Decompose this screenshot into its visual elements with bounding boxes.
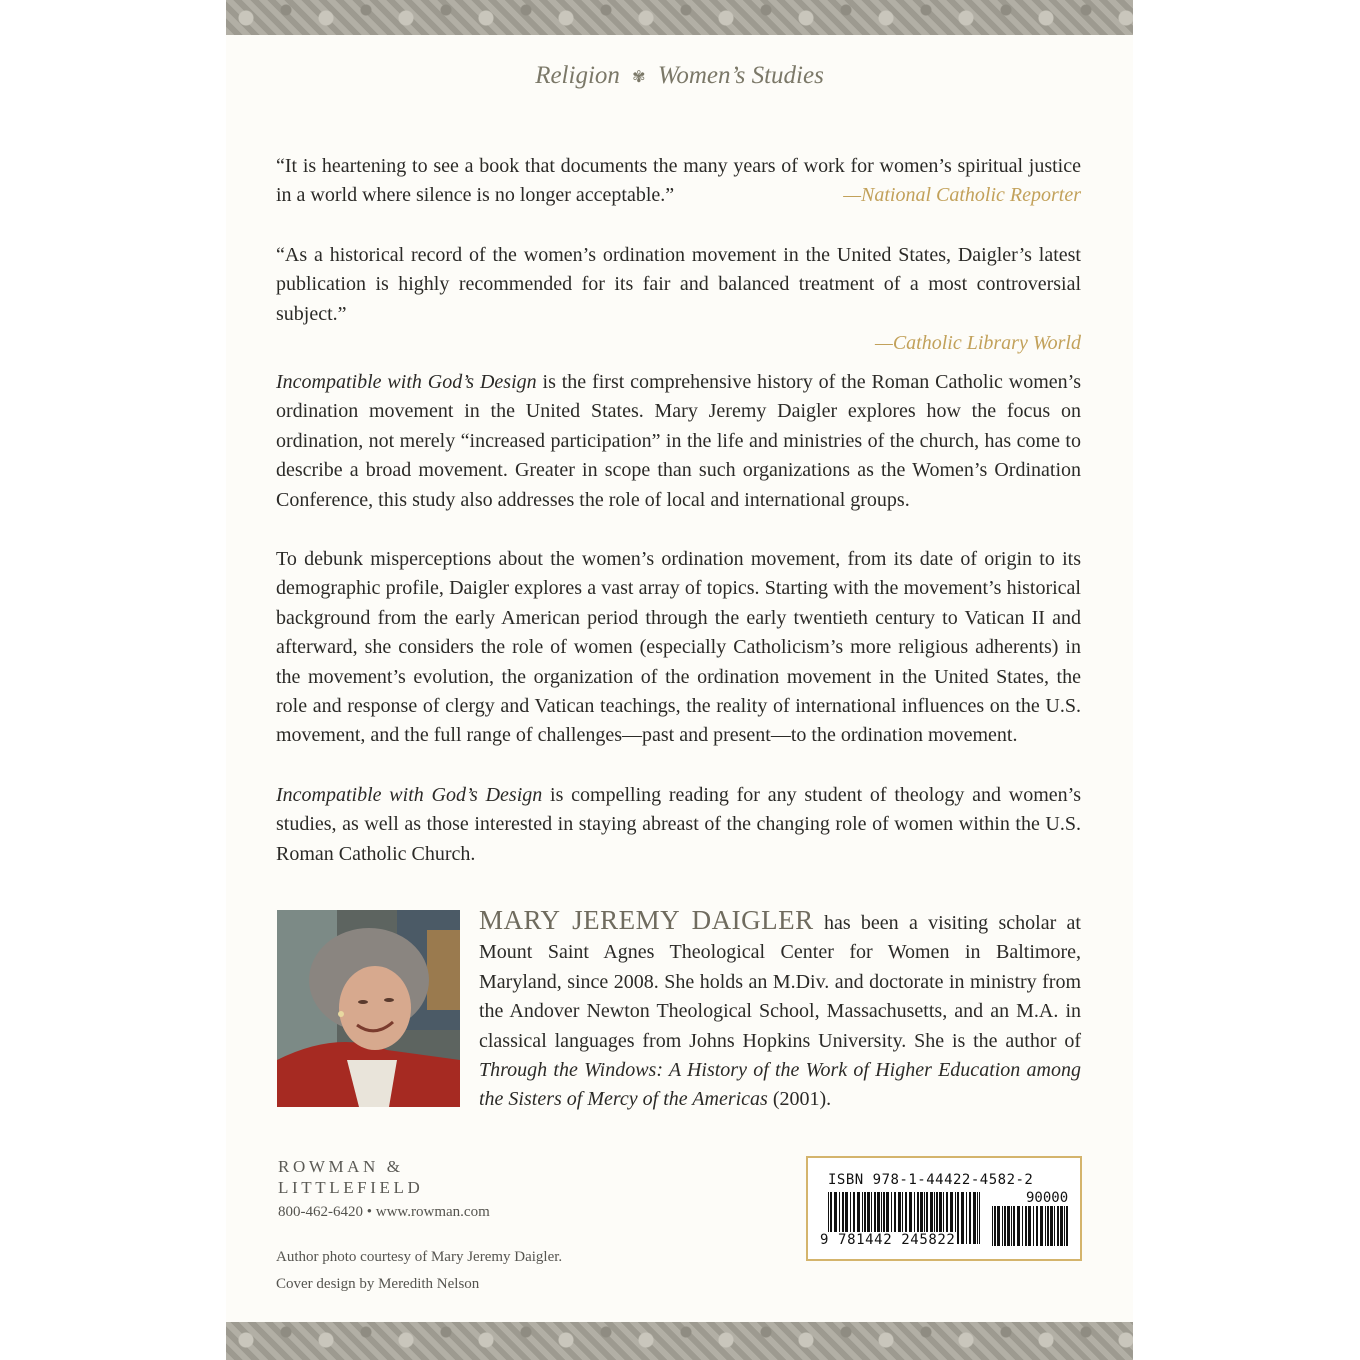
category-womens-studies: Women’s Studies (657, 62, 824, 89)
paragraph-text: is compelling reading for any student of theology and women’s studies, as well as those interested in staying abreast of the changing role of women within the U.S. Roman Catholic Church. (276, 784, 1081, 865)
decorative-bottom-band (226, 1322, 1133, 1360)
barcode-digits: 9 781442 245822 (820, 1232, 956, 1248)
review-quote-1 (276, 152, 1081, 211)
design-credit: Cover design by Meredith Nelson (276, 1276, 480, 1292)
bio-text: has been a visiting scholar at Mount Saint Agnes Theological Center for Women in Baltimore, Maryland, since 2008. She holds an M.Div. and doctorate in ministry from the Andover Newton Theological School, Massachusetts, and an M.A. in classical languages from Johns Hopkins University. She is the author of (479, 912, 1081, 1052)
book-title: Incompatible with God’s Design (276, 784, 543, 806)
review-text: “As a historical record of the women’s ordination movement in the United States, Daigler’s latest publication is highly recommended for its fair and balanced treatment of a most controversial subject.” (276, 244, 1081, 325)
review-text: “It is heartening to see a book that documents the many years of work for women’s spiritual justice in a world where silence is no longer acceptable.” (276, 155, 1081, 207)
author-photo (277, 910, 460, 1107)
book-back-cover (226, 0, 1133, 1360)
author-book-title: Through the Windows: A History of the Work of Higher Education among the Sisters of Mercy of the Americas (479, 1059, 1081, 1111)
review-source: —National Catholic Reporter (843, 184, 1081, 207)
decorative-top-band (226, 0, 1133, 35)
bio-text-end: (2001). (767, 1088, 832, 1111)
paragraph-text: is the first comprehensive history of the Roman Catholic women’s ordination movement in the United States. Mary Jeremy Daigler explores how the focus on ordination, not merely “increased participation” in the life and ministries of the church, has come to describe a broad movement. Greater in scope than such organizations as the Women’s Ordination Conference, this study also addresses the role of local and international groups. (276, 371, 1081, 511)
addon-barcode-bars (992, 1206, 1068, 1246)
review-quote-2 (276, 241, 1081, 359)
book-title: Incompatible with God’s Design (276, 371, 537, 393)
category-heading (226, 62, 1133, 90)
author-bio (479, 906, 1081, 1115)
description-paragraph-2 (276, 545, 1081, 751)
paragraph-text: To debunk misperceptions about the women’s ordination movement, from its date of origin to its demographic profile, Daigler explores a vast array of topics. Starting with the movement’s historical background from the early American period through the early twentieth century to Vatican II and afterward, she considers the role of women (especially Catholicism’s more religious adherents) in the movement’s evolution, the organization of the ordination movement in the United States, the role and response of clergy and Vatican teachings, the reality of international influences on the U.S. movement, and the full range of challenges—past and present—to the ordination movement. (276, 548, 1081, 747)
publisher-contact: 800-462-6420 • www.rowman.com (278, 1204, 490, 1220)
cover-credits (276, 1244, 562, 1298)
review-source: —Catholic Library World (875, 332, 1081, 355)
publisher-line-2: LITTLEFIELD (278, 1178, 424, 1197)
description-paragraph-3 (276, 781, 1081, 869)
publisher-logo (278, 1156, 423, 1198)
photo-credit: Author photo courtesy of Mary Jeremy Daigler. (276, 1249, 563, 1265)
author-name: MARY JEREMY DAIGLER (479, 905, 814, 935)
isbn-barcode (806, 1156, 1082, 1261)
category-religion: Religion (535, 62, 620, 89)
price-code: 90000 (1026, 1190, 1069, 1206)
isbn-text: ISBN 978-1-44422-4582-2 (828, 1172, 1034, 1188)
description-paragraph-1 (276, 368, 1081, 515)
fleuron-icon: ✾ (632, 69, 646, 87)
publisher-line-1: ROWMAN & (278, 1157, 404, 1176)
